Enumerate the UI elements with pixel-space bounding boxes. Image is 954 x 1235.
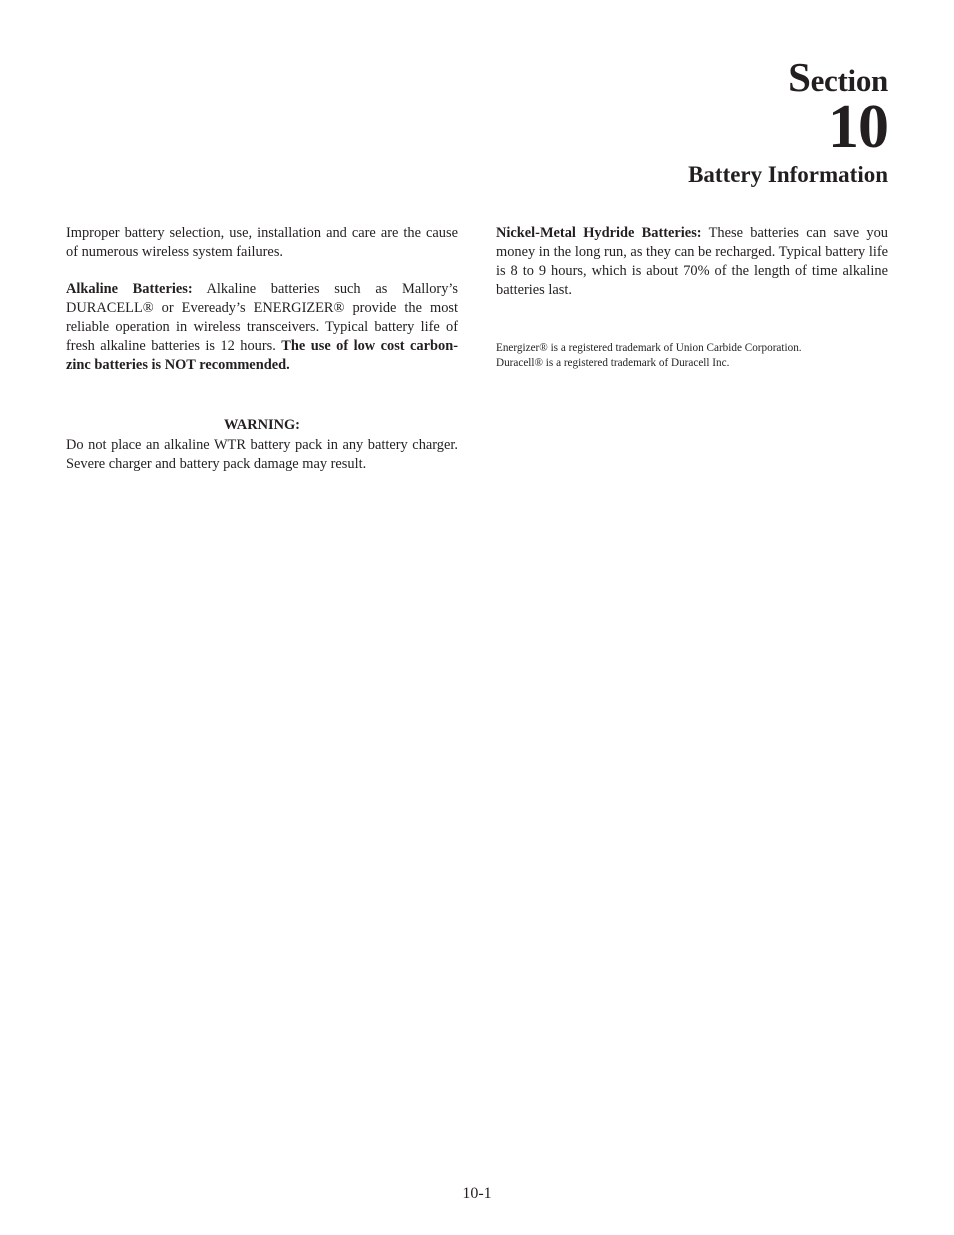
section-header xyxy=(688,54,888,190)
right-column xyxy=(496,224,888,371)
section-title: Battery Information xyxy=(688,162,888,187)
alkaline-text: Alkaline batteries such as Mallory’s DURACELL® or Eveready’s ENERGIZER® provide the most reliable operation in wireless transceivers. Typical battery life of fresh alkaline batteries is 12 hours. xyxy=(66,281,458,354)
warning-text: Do not place an alkaline WTR battery pack in any battery charger. Severe charger and battery pack damage may result. xyxy=(66,437,458,472)
intro-paragraph: Improper battery selection, use, installation and care are the cause of numerous wireless system failures. xyxy=(66,225,458,260)
alkaline-heading: Alkaline Batteries: xyxy=(66,281,193,297)
trademark-note-energizer: Energizer® is a registered trademark of Union Carbide Corporation. xyxy=(496,342,802,354)
warning-block xyxy=(66,416,458,474)
trademark-note-duracell: Duracell® is a registered trademark of Duracell Inc. xyxy=(496,357,730,369)
section-number: 10 xyxy=(828,93,888,161)
section-label-rest: ection xyxy=(810,63,888,98)
nimh-text: These batteries can save you money in the long run, as they can be recharged. Typical battery life is 8 to 9 hours, which is about 70% of the length of time alkaline batteries last. xyxy=(496,225,888,298)
nimh-heading: Nickel-Metal Hydride Batteries: xyxy=(496,225,702,241)
nimh-paragraph xyxy=(496,224,888,300)
left-column xyxy=(66,224,458,474)
section-label-initial: S xyxy=(788,54,811,100)
page-number: 10-1 xyxy=(462,1185,492,1202)
alkaline-bold-note: The use of low cost carbon-zinc batteries is NOT recommended. xyxy=(66,338,458,373)
alkaline-paragraph xyxy=(66,280,458,375)
warning-title: WARNING: xyxy=(224,417,300,433)
trademark-notes xyxy=(496,341,888,371)
